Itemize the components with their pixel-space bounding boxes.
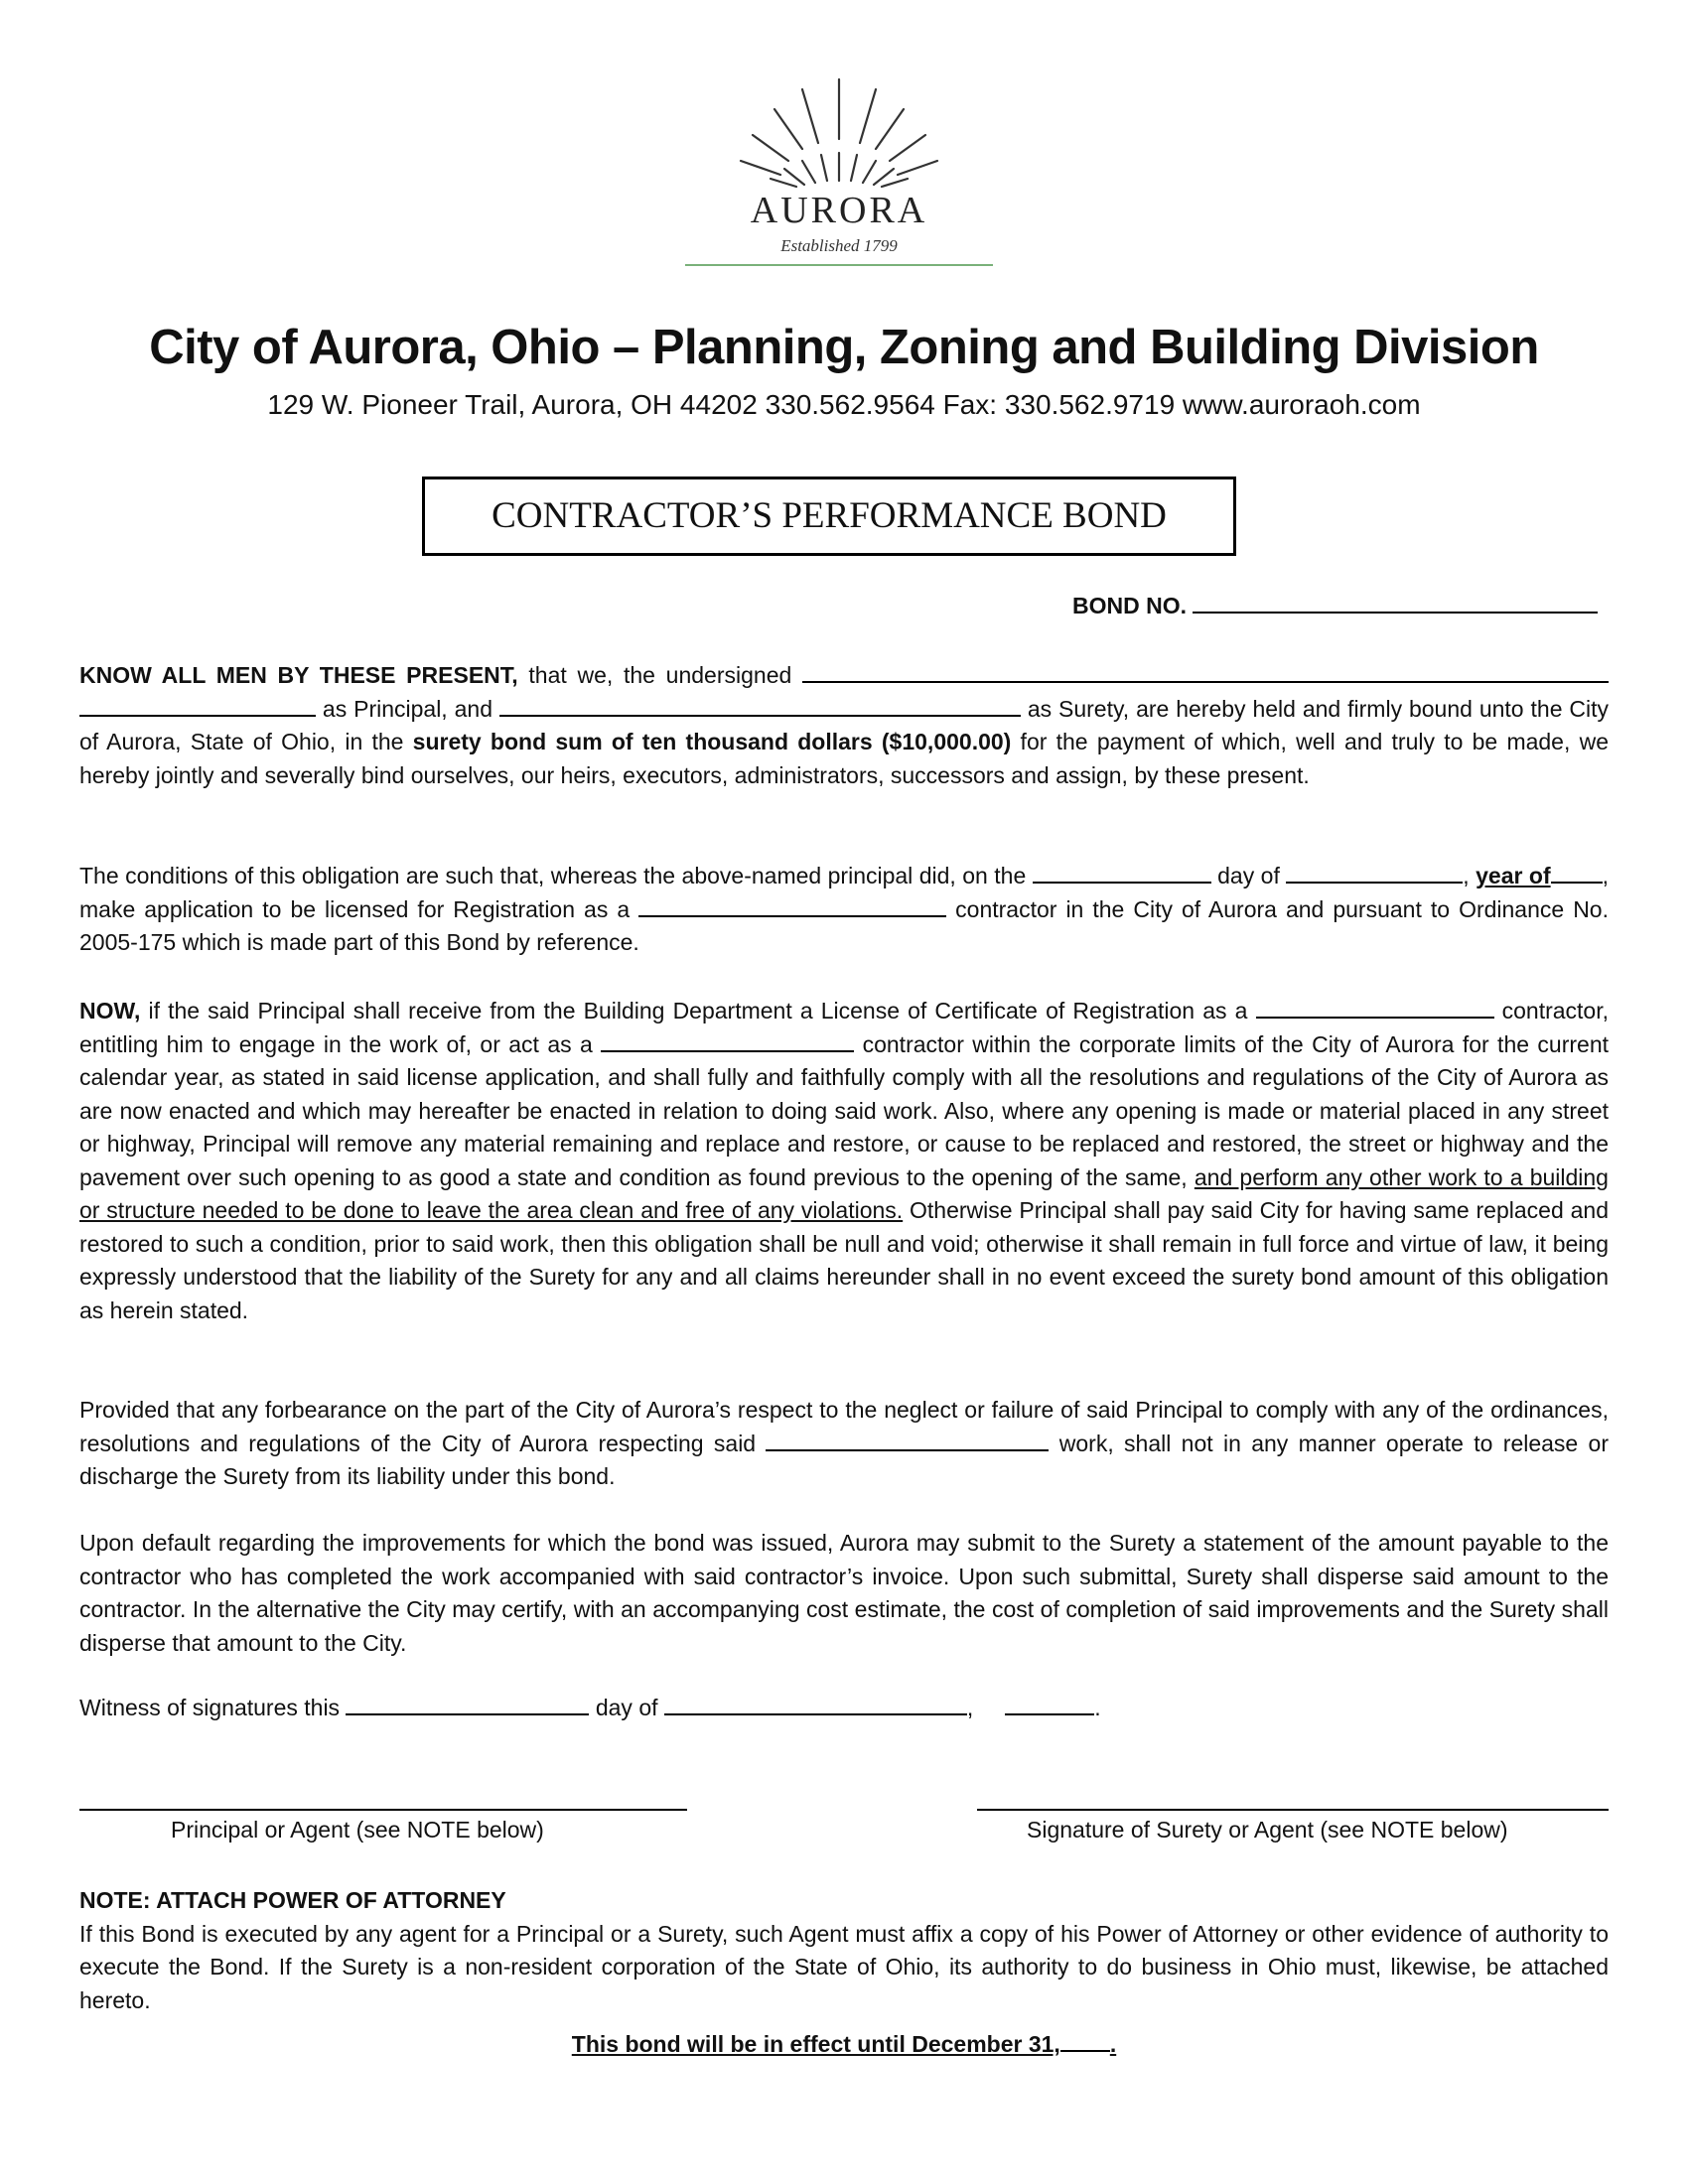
bond-number-field: [1072, 592, 1598, 619]
p4-text-2: work, shall not in any manner operate to release or discharge the Surety from its liability under this bond.: [79, 1430, 1609, 1489]
division-title: City of Aurora, Ohio – Planning, Zoning and Building Division: [149, 321, 1539, 374]
p2-text-1: The conditions of this obligation are such that, whereas the above-named principal did, on the: [79, 863, 1033, 888]
registration-type-blank[interactable]: [1256, 997, 1494, 1019]
paragraph-conditions: [79, 860, 1609, 960]
city-logo: [685, 69, 993, 268]
principal-name-blank[interactable]: [802, 661, 1609, 683]
p5-text: Upon default regarding the improvements for which the bond was issued, Aurora may submit to the Surety a statement of the amount payable to the contractor who has completed the work accompanied with said contractor’s invoice. Upon such submittal, Surety shall disperse said amount to the contractor. In the alternative the City may certify, with an accompanying cost estimate, the cost of completion of said improvements and the Surety shall disperse that amount to the City.: [79, 1530, 1609, 1656]
principal-signature-line[interactable]: [79, 1809, 687, 1811]
note-text: If this Bond is executed by any agent for a Principal or a Surety, such Agent must affix a copy of his Power of Attorney or other evidence of authority to execute the Bond. If the Surety is a non-resident corporation of the State of Ohio, its authority to do business in Ohio must, likewise, be attached hereto.: [79, 1920, 1609, 2013]
p3-underlined-clause: and perform any other work to a building or structure needed to be done to leave the area clean and free of any violations.: [79, 1163, 1609, 1223]
paragraph-forbearance: [79, 1394, 1609, 1494]
p1-text-2: as Principal, and: [316, 695, 499, 722]
p1-text-1: that we, the undersigned: [517, 662, 803, 688]
witness-month-blank[interactable]: [664, 1694, 967, 1715]
bond-amount: surety bond sum of ten thousand dollars ($10,000.00): [412, 729, 1012, 754]
witness-text-1: Witness of signatures this: [79, 1695, 347, 1720]
division-address: 129 W. Pioneer Trail, Aurora, OH 44202 330.562.9564 Fax: 330.562.9719 www.auroraoh.com: [267, 389, 1421, 420]
surety-signature-label: Signature of Surety or Agent (see NOTE below): [1027, 1817, 1508, 1843]
application-month-blank[interactable]: [1286, 862, 1463, 884]
witness-day-blank[interactable]: [346, 1694, 589, 1715]
respecting-work-blank[interactable]: [766, 1430, 1049, 1451]
bond-number-blank[interactable]: [1193, 592, 1598, 614]
bond-effective-date: [0, 2031, 1688, 2058]
p2-text-3: ,: [1463, 863, 1470, 888]
p1-text-4: for the payment of which, well and truly to be made, we hereby jointly and severally bind ourselves, our heirs, executors, administrators, successors and assign, by these present.: [79, 729, 1609, 788]
bond-number-label: BOND NO.: [1072, 593, 1187, 618]
witness-year-blank[interactable]: [1005, 1694, 1094, 1715]
note-heading: NOTE: ATTACH POWER OF ATTORNEY: [79, 1887, 506, 1913]
application-day-blank[interactable]: [1033, 862, 1211, 884]
p4-text-1: Provided that any forbearance on the part of the City of Aurora’s respect to the neglect or failure of said Principal to comply with any of the ordinances, resolutions and regulations of the City of Aurora respecting said: [79, 1397, 1609, 1456]
surety-name-blank[interactable]: [499, 695, 1021, 717]
principal-name-blank-continued[interactable]: [79, 695, 316, 717]
year-of-label: year of: [1476, 863, 1551, 888]
p2-text-5: contractor in the City of Aurora and pursuant to Ordinance No. 2005-175 which is made part of this Bond by reference.: [79, 895, 1609, 955]
effective-text: This bond will be in effect until December 31,: [571, 2031, 1060, 2057]
paragraph-now: [79, 995, 1609, 1327]
work-type-blank[interactable]: [601, 1030, 854, 1052]
p3-lead: NOW,: [79, 998, 141, 1024]
p1-lead: KNOW ALL MEN BY THESE PRESENT,: [79, 662, 518, 688]
p3-text-1: if the said Principal shall receive from the Building Department a License of Certificate of Registration as a: [140, 998, 1256, 1024]
logo-divider: [685, 264, 993, 266]
p2-text-4: , make application to be licensed for Registration as a: [79, 863, 1609, 922]
witness-text-3: ,: [966, 1695, 980, 1720]
logo-established: Established 1799: [780, 236, 898, 255]
logo-wordmark: AURORA: [750, 190, 928, 231]
surety-signature-line[interactable]: [977, 1809, 1609, 1811]
witness-text-4: .: [1094, 1695, 1101, 1720]
form-title-box: [422, 477, 1236, 556]
sunburst-logo-icon: [685, 69, 993, 189]
contractor-type-blank[interactable]: [638, 895, 946, 917]
witness-text-2: day of: [589, 1695, 664, 1720]
form-title: CONTRACTOR’S PERFORMANCE BOND: [492, 495, 1167, 536]
application-year-blank[interactable]: [1551, 862, 1603, 884]
witness-line: [79, 1692, 1609, 1725]
principal-signature-label: Principal or Agent (see NOTE below): [171, 1817, 544, 1843]
paragraph-know-all-men: [79, 659, 1609, 792]
paragraph-default: [79, 1527, 1609, 1660]
effective-year-blank[interactable]: [1060, 2036, 1110, 2052]
p3-text-4: Otherwise Principal shall pay said City for having same replaced and restored to such a condition, prior to said work, then this obligation shall be null and void; otherwise it shall remain in full force and virtue of law, it being expressly understood that the liability of the Surety for any and all claims hereunder shall in no event exceed the surety bond amount of this obligation as herein stated.: [79, 1197, 1609, 1323]
p1-text-3: as Surety, are hereby held and firmly bound unto the City of Aurora, State of Ohio, in the: [79, 695, 1609, 754]
p2-text-2: day of: [1210, 863, 1287, 888]
effective-end: .: [1109, 2031, 1117, 2057]
power-of-attorney-note: [79, 1884, 1609, 2017]
p3-text-2: contractor, entitling him to engage in the work of, or act as a: [79, 998, 1609, 1057]
p3-text-3: contractor within the corporate limits of the City of Aurora for the current calendar year, as stated in said license application, and shall fully and faithfully comply with all the resolutions and regulations of the City of Aurora as are now enacted and which may hereafter be enacted in relation to doing said work. Also, where any opening is made or material placed in any street or highway, Principal will remove any material remaining and replace and restore, or cause to be replaced and restored, the street or highway and the pavement over such opening to as good a state and condition as found previous to the opening of the same,: [79, 1030, 1610, 1190]
